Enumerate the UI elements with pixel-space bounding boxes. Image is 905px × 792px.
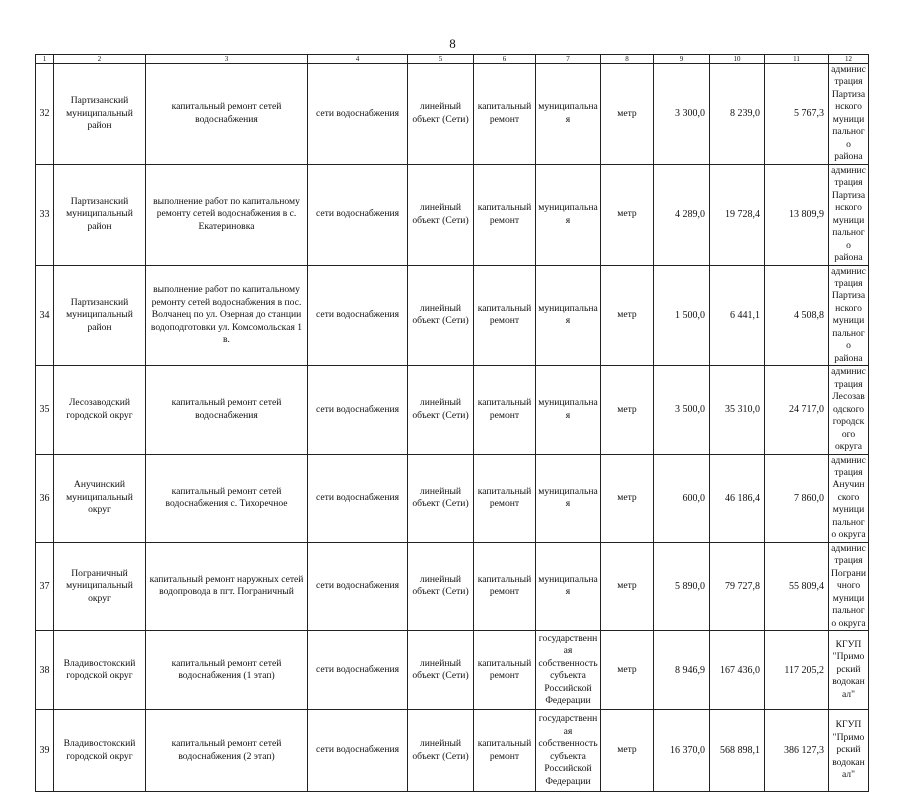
municipality-cell: Партизанский муниципальный район bbox=[54, 164, 146, 265]
column-number-cell: 11 bbox=[765, 55, 829, 64]
work-kind-cell: капитальный ремонт bbox=[474, 64, 536, 165]
unit-cell: метр bbox=[601, 631, 654, 710]
row-number-cell: 38 bbox=[36, 631, 54, 710]
table-row bbox=[36, 542, 869, 630]
length-cell: 3 300,0 bbox=[654, 64, 710, 165]
ownership-cell: муниципальная bbox=[536, 64, 601, 165]
length-cell: 3 500,0 bbox=[654, 366, 710, 454]
total-cost-cell: 46 186,4 bbox=[710, 454, 765, 542]
ownership-cell: муниципальная bbox=[536, 366, 601, 454]
work-description-cell: капитальный ремонт сетей водоснабжения (1 этап) bbox=[146, 631, 308, 710]
length-cell: 5 890,0 bbox=[654, 542, 710, 630]
municipality-cell: Владивостокский городской округ bbox=[54, 631, 146, 710]
column-number-cell: 3 bbox=[146, 55, 308, 64]
work-kind-cell: капитальный ремонт bbox=[474, 542, 536, 630]
object-type-cell: линейный объект (Сети) bbox=[408, 265, 474, 366]
total-cost-cell: 79 727,8 bbox=[710, 542, 765, 630]
total-cost-cell: 6 441,1 bbox=[710, 265, 765, 366]
table-row bbox=[36, 164, 869, 265]
recipient-cell: администрация Анучинского муниципального округа bbox=[829, 454, 869, 542]
object-type-cell: линейный объект (Сети) bbox=[408, 631, 474, 710]
recipient-cell: администрация Партизанского муниципального района bbox=[829, 64, 869, 165]
object-cell: сети водоснабжения bbox=[308, 631, 408, 710]
work-kind-cell: капитальный ремонт bbox=[474, 454, 536, 542]
total-cost-cell: 167 436,0 bbox=[710, 631, 765, 710]
row-number-cell: 37 bbox=[36, 542, 54, 630]
length-cell: 1 500,0 bbox=[654, 265, 710, 366]
total-cost-cell: 568 898,1 bbox=[710, 710, 765, 792]
budget-cost-cell: 55 809,4 bbox=[765, 542, 829, 630]
work-description-cell: капитальный ремонт сетей водоснабжения (2 этап) bbox=[146, 710, 308, 792]
object-type-cell: линейный объект (Сети) bbox=[408, 366, 474, 454]
budget-cost-cell: 117 205,2 bbox=[765, 631, 829, 710]
object-cell: сети водоснабжения bbox=[308, 454, 408, 542]
work-description-cell: капитальный ремонт сетей водоснабжения bbox=[146, 64, 308, 165]
table-row bbox=[36, 265, 869, 366]
work-description-cell: выполнение работ по капитальному ремонту сетей водоснабжения в пос. Волчанец по ул. Озерная до станции водоподготовки ул. Комсомольская 1 в. bbox=[146, 265, 308, 366]
total-cost-cell: 35 310,0 bbox=[710, 366, 765, 454]
work-description-cell: капитальный ремонт наружных сетей водопровода в пгт. Пограничный bbox=[146, 542, 308, 630]
column-number-cell: 9 bbox=[654, 55, 710, 64]
row-number-cell: 39 bbox=[36, 710, 54, 792]
row-number-cell: 35 bbox=[36, 366, 54, 454]
unit-cell: метр bbox=[601, 366, 654, 454]
table-row bbox=[36, 631, 869, 710]
column-number-cell: 6 bbox=[474, 55, 536, 64]
object-type-cell: линейный объект (Сети) bbox=[408, 710, 474, 792]
object-cell: сети водоснабжения bbox=[308, 64, 408, 165]
column-number-cell: 7 bbox=[536, 55, 601, 64]
length-cell: 8 946,9 bbox=[654, 631, 710, 710]
object-type-cell: линейный объект (Сети) bbox=[408, 164, 474, 265]
municipality-cell: Партизанский муниципальный район bbox=[54, 265, 146, 366]
object-type-cell: линейный объект (Сети) bbox=[408, 454, 474, 542]
table-header-row bbox=[36, 55, 869, 64]
unit-cell: метр bbox=[601, 265, 654, 366]
recipient-cell: КГУП "Приморский водоканал" bbox=[829, 710, 869, 792]
work-description-cell: выполнение работ по капитальному ремонту сетей водоснабжения в с. Екатериновка bbox=[146, 164, 308, 265]
municipality-cell: Пограничный муниципальный округ bbox=[54, 542, 146, 630]
total-cost-cell: 8 239,0 bbox=[710, 64, 765, 165]
object-cell: сети водоснабжения bbox=[308, 164, 408, 265]
ownership-cell: муниципальная bbox=[536, 164, 601, 265]
work-description-cell: капитальный ремонт сетей водоснабжения с. Тихоречное bbox=[146, 454, 308, 542]
budget-cost-cell: 13 809,9 bbox=[765, 164, 829, 265]
registry-table bbox=[35, 54, 869, 792]
page-number: 8 bbox=[449, 36, 456, 51]
total-cost-cell: 19 728,4 bbox=[710, 164, 765, 265]
ownership-cell: муниципальная bbox=[536, 542, 601, 630]
budget-cost-cell: 24 717,0 bbox=[765, 366, 829, 454]
column-number-cell: 10 bbox=[710, 55, 765, 64]
municipality-cell: Лесозаводский городской округ bbox=[54, 366, 146, 454]
budget-cost-cell: 7 860,0 bbox=[765, 454, 829, 542]
ownership-cell: муниципальная bbox=[536, 265, 601, 366]
unit-cell: метр bbox=[601, 710, 654, 792]
recipient-cell: администрация Пограничного муниципального округа bbox=[829, 542, 869, 630]
row-number-cell: 33 bbox=[36, 164, 54, 265]
table-row bbox=[36, 710, 869, 792]
row-number-cell: 36 bbox=[36, 454, 54, 542]
recipient-cell: администрация Лесозаводского городского округа bbox=[829, 366, 869, 454]
object-type-cell: линейный объект (Сети) bbox=[408, 64, 474, 165]
unit-cell: метр bbox=[601, 542, 654, 630]
table-row bbox=[36, 64, 869, 165]
row-number-cell: 32 bbox=[36, 64, 54, 165]
row-number-cell: 34 bbox=[36, 265, 54, 366]
unit-cell: метр bbox=[601, 454, 654, 542]
budget-cost-cell: 5 767,3 bbox=[765, 64, 829, 165]
registry-table-body bbox=[36, 55, 869, 792]
object-cell: сети водоснабжения bbox=[308, 265, 408, 366]
column-number-cell: 12 bbox=[829, 55, 869, 64]
work-kind-cell: капитальный ремонт bbox=[474, 631, 536, 710]
municipality-cell: Анучинский муниципальный округ bbox=[54, 454, 146, 542]
table-row bbox=[36, 454, 869, 542]
municipality-cell: Владивостокский городской округ bbox=[54, 710, 146, 792]
column-number-cell: 2 bbox=[54, 55, 146, 64]
length-cell: 4 289,0 bbox=[654, 164, 710, 265]
work-kind-cell: капитальный ремонт bbox=[474, 265, 536, 366]
column-number-cell: 8 bbox=[601, 55, 654, 64]
column-number-cell: 1 bbox=[36, 55, 54, 64]
work-description-cell: капитальный ремонт сетей водоснабжения bbox=[146, 366, 308, 454]
budget-cost-cell: 386 127,3 bbox=[765, 710, 829, 792]
ownership-cell: муниципальная bbox=[536, 454, 601, 542]
table-row bbox=[36, 366, 869, 454]
recipient-cell: администрация Партизанского муниципального района bbox=[829, 164, 869, 265]
work-kind-cell: капитальный ремонт bbox=[474, 710, 536, 792]
length-cell: 16 370,0 bbox=[654, 710, 710, 792]
object-type-cell: линейный объект (Сети) bbox=[408, 542, 474, 630]
unit-cell: метр bbox=[601, 64, 654, 165]
work-kind-cell: капитальный ремонт bbox=[474, 366, 536, 454]
recipient-cell: администрация Партизанского муниципального района bbox=[829, 265, 869, 366]
unit-cell: метр bbox=[601, 164, 654, 265]
column-number-cell: 4 bbox=[308, 55, 408, 64]
budget-cost-cell: 4 508,8 bbox=[765, 265, 829, 366]
recipient-cell: КГУП "Приморский водоканал" bbox=[829, 631, 869, 710]
ownership-cell: государственная собственность субъекта Российской Федерации bbox=[536, 710, 601, 792]
municipality-cell: Партизанский муниципальный район bbox=[54, 64, 146, 165]
object-cell: сети водоснабжения bbox=[308, 542, 408, 630]
column-number-cell: 5 bbox=[408, 55, 474, 64]
length-cell: 600,0 bbox=[654, 454, 710, 542]
ownership-cell: государственная собственность субъекта Российской Федерации bbox=[536, 631, 601, 710]
object-cell: сети водоснабжения bbox=[308, 366, 408, 454]
object-cell: сети водоснабжения bbox=[308, 710, 408, 792]
work-kind-cell: капитальный ремонт bbox=[474, 164, 536, 265]
